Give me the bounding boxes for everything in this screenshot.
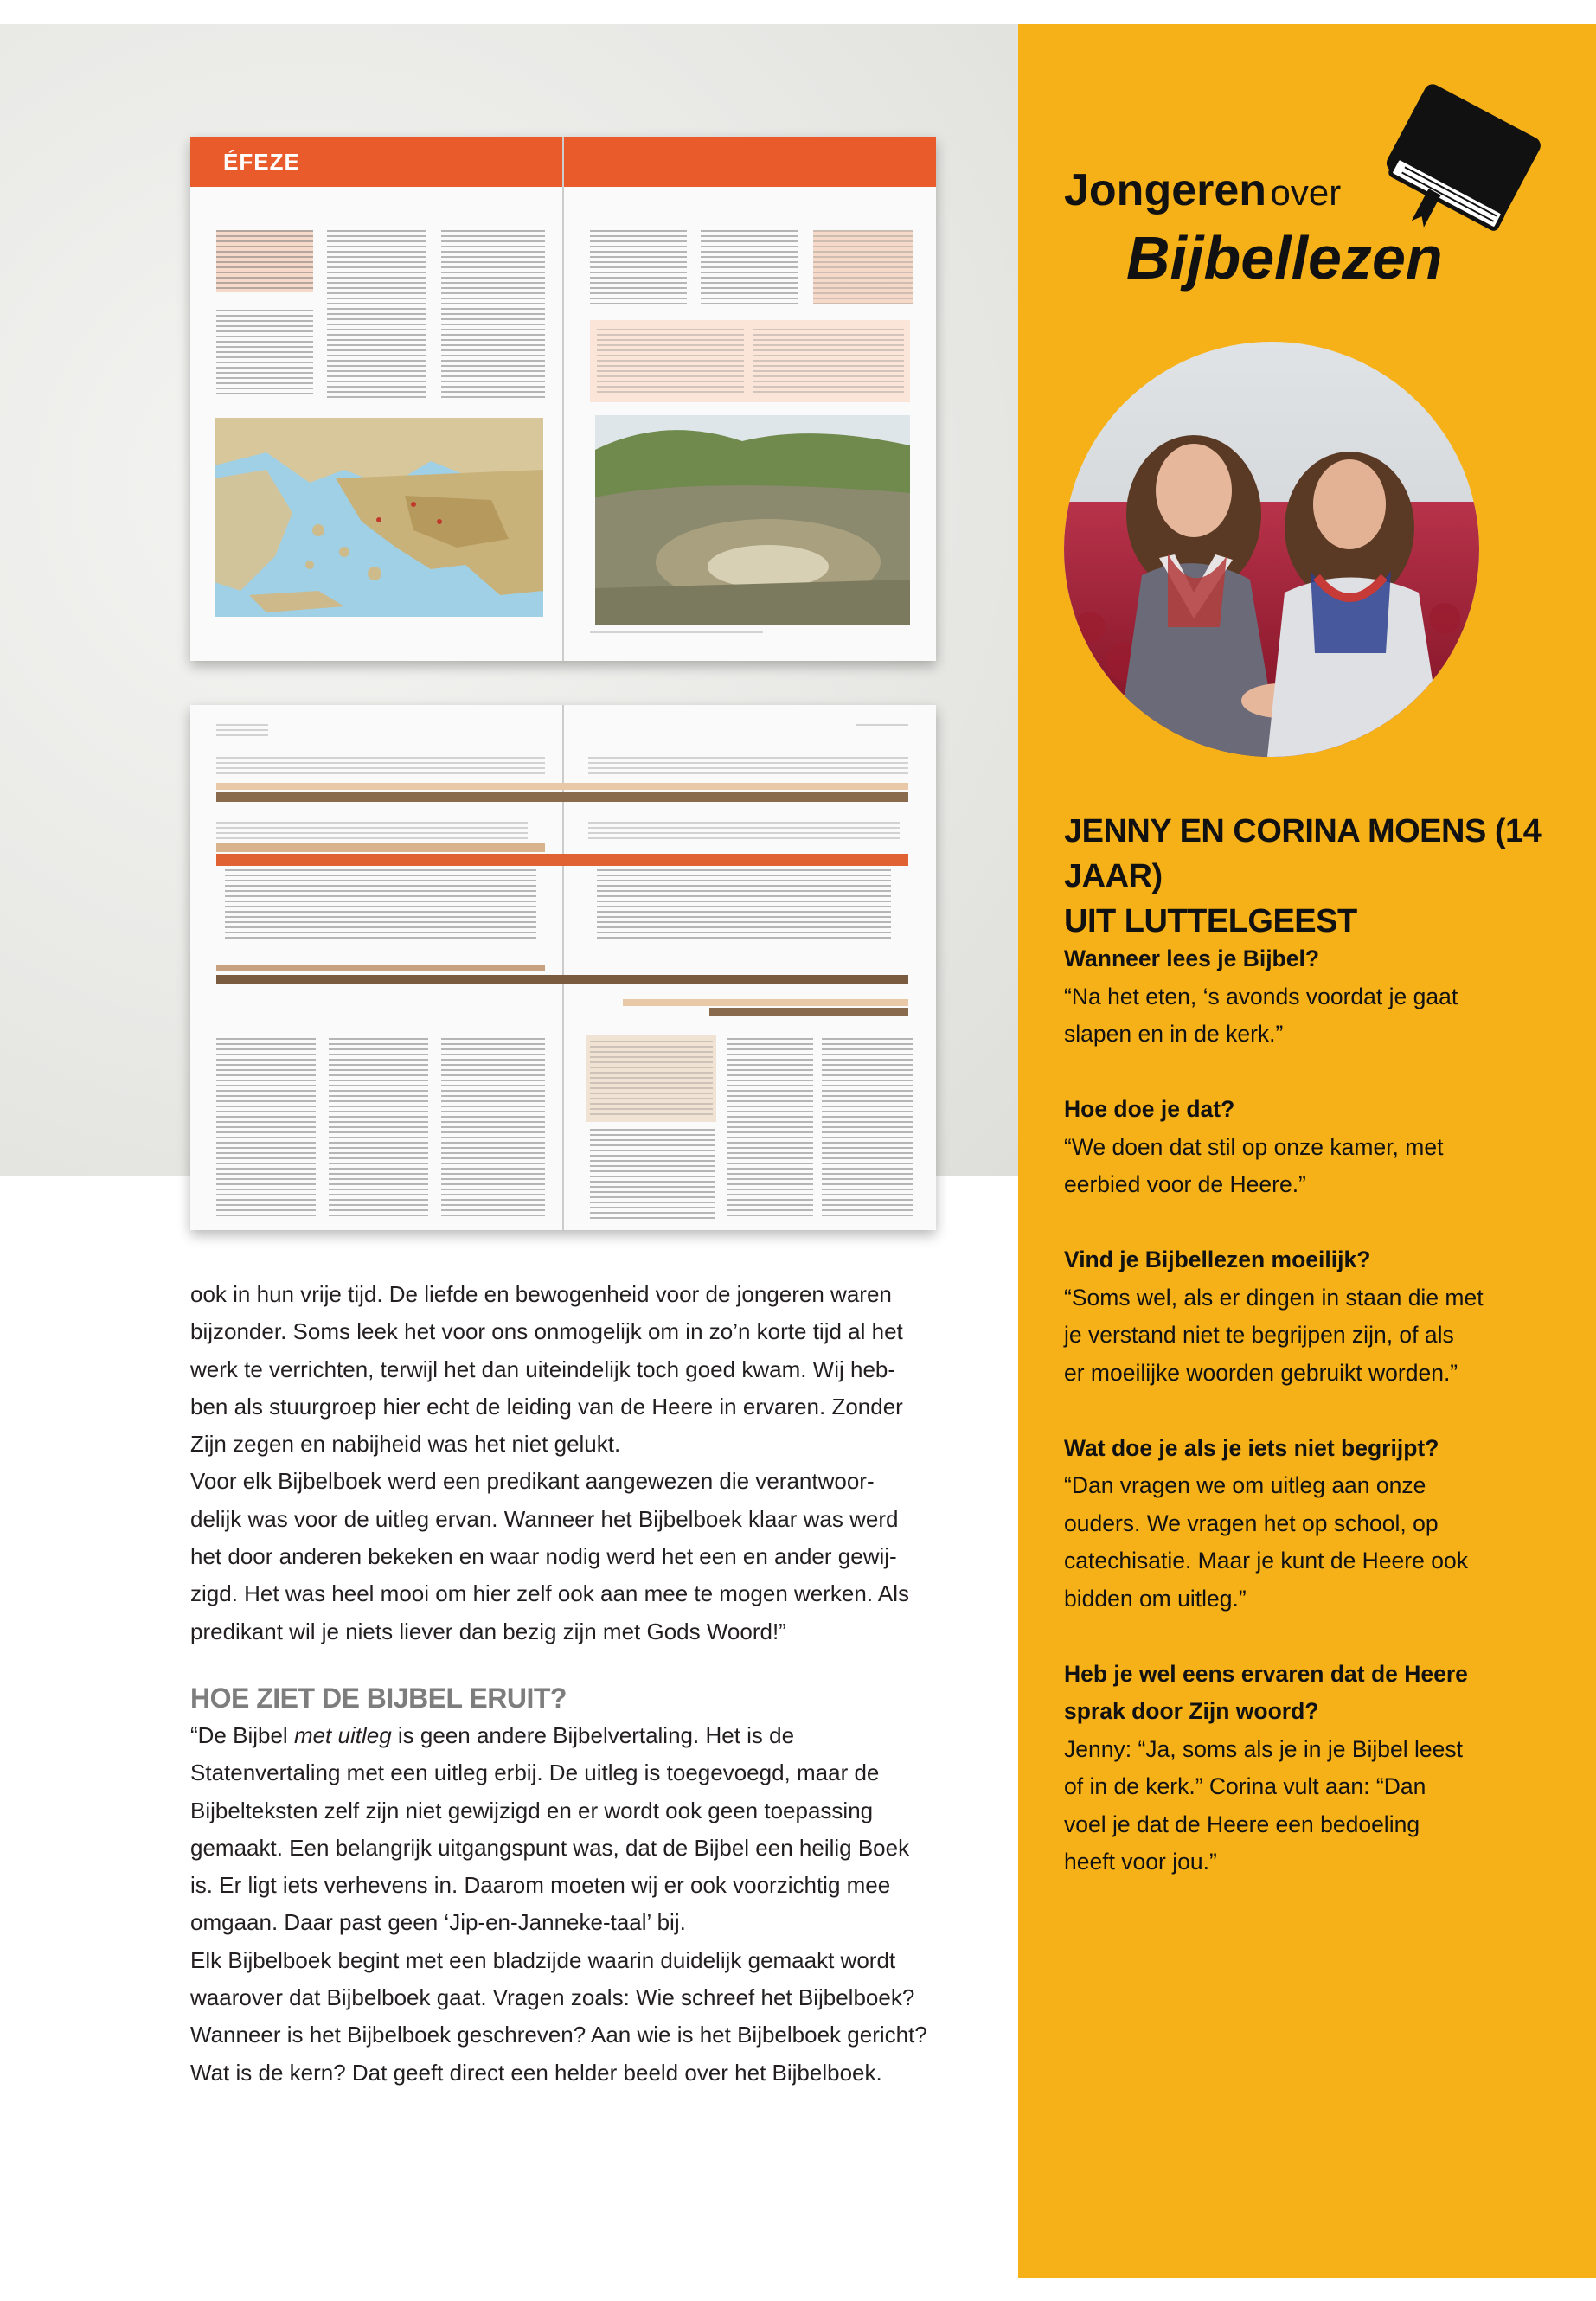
interviewee-place: UIT LUTTELGEEST xyxy=(1064,903,1357,939)
question: Wat doe je als je iets niet begrijpt? xyxy=(1064,1434,1439,1461)
qa-block xyxy=(1064,1091,1514,1204)
ruins-photo xyxy=(595,415,910,625)
answer-line: Jenny: “Ja, soms als je in je Bijbel leest xyxy=(1064,1735,1464,1762)
answer-line: slapen en in de kerk.” xyxy=(1064,1021,1284,1047)
text-line: het door anderen bekeken en waar nodig werd het een en ander gewij- xyxy=(190,1543,897,1570)
text-fragment: “De Bijbel xyxy=(190,1721,294,1748)
answer-line: er moeilijke woorden gebruikt worden.” xyxy=(1064,1359,1458,1386)
text-line xyxy=(190,1717,943,1754)
text-line: Wat is de kern? Dat geeft direct een helder beeld over het Bijbelboek. xyxy=(190,2059,882,2086)
text-line: is. Er ligt iets verhevens in. Daarom moeten wij er ook voorzichtig mee xyxy=(190,1872,891,1899)
text-line: gemaakt. Een belangrijk uitgangspunt was, dat de Bijbel een heilig Boek xyxy=(190,1834,910,1861)
qa-block xyxy=(1064,1241,1514,1392)
answer-line: “Na het eten, ‘s avonds voordat je gaat xyxy=(1064,983,1458,1009)
question: Vind je Bijbellezen moeilijk? xyxy=(1064,1247,1371,1272)
text-fragment: is geen andere Bijbelvertaling. Het is de xyxy=(391,1721,795,1748)
answer-line: eerbied voor de Heere.” xyxy=(1064,1171,1306,1197)
text-line: Elk Bijbelboek begint met een bladzijde waarin duidelijk gemaakt wordt xyxy=(190,1946,896,1973)
text-line: Statenvertaling met een uitleg erbij. De uitleg is toegevoegd, maar de xyxy=(190,1759,880,1786)
answer-line: “We doen dat stil op onze kamer, met xyxy=(1064,1133,1444,1160)
portrait-photo xyxy=(1064,342,1479,757)
answer-line: bidden om uitleg.” xyxy=(1064,1585,1247,1612)
map-image xyxy=(215,418,543,617)
text-line: predikant wil je niets liever dan bezig zijn met Gods Woord!” xyxy=(190,1618,786,1644)
text-line: bijzonder. Soms leek het voor ons onmogelijk om in zo’n korte tijd al het xyxy=(190,1318,903,1345)
interview-qa xyxy=(1064,940,1514,1881)
section-heading: HOE ZIET DE BIJBEL ERUIT? xyxy=(190,1682,567,1714)
answer-line: catechisatie. Maar je kunt de Heere ook xyxy=(1064,1548,1468,1574)
qa-block xyxy=(1064,940,1514,1054)
text-line: omgaan. Daar past geen ‘Jip-en-Janneke-taal’ bij. xyxy=(190,1909,686,1936)
question: sprak door Zijn woord? xyxy=(1064,1698,1319,1724)
text-line: ben als stuurgroep hier echt de leiding van de Heere in ervaren. Zonder xyxy=(190,1393,903,1420)
brand-over: over xyxy=(1270,172,1342,213)
text-line: werk te verrichten, terwijl het dan uiteindelijk toch goed kwam. Wij heb- xyxy=(190,1356,896,1382)
text-line: zigd. Het was heel mooi om hier zelf ook aan mee te mogen werken. Als xyxy=(190,1580,909,1607)
answer-line: of in de kerk.” Corina vult aan: “Dan xyxy=(1064,1773,1426,1799)
brand-jongeren: Jongeren xyxy=(1064,165,1267,215)
question: Heb je wel eens ervaren dat de Heere xyxy=(1064,1660,1468,1687)
article-body xyxy=(190,1276,943,2092)
interviewee-names: JENNY EN CORINA MOENS (14 JAAR) xyxy=(1064,813,1542,894)
text-line: Voor elk Bijbelboek werd een predikant aangewezen die verantwoor- xyxy=(190,1468,875,1495)
text-emphasis: met uitleg xyxy=(293,1721,392,1748)
answer-line: je verstand niet te begrijpen zijn, of als xyxy=(1064,1322,1454,1348)
text-line: waarover dat Bijbelboek gaat. Vragen zoals: Wie schreef het Bijbelboek? xyxy=(190,1984,915,2011)
text-line: Bijbelteksten zelf zijn niet gewijzigd en er wordt ook geen toepassing xyxy=(190,1797,874,1823)
qa-block xyxy=(1064,1430,1514,1618)
bible-spread-efeze xyxy=(190,137,936,661)
interviewee-title xyxy=(1064,809,1548,944)
answer-line: ouders. We vragen het op school, op xyxy=(1064,1509,1439,1536)
brand-line-1 xyxy=(1064,164,1341,216)
answer-line: “Dan vragen we om uitleg aan onze xyxy=(1064,1472,1426,1498)
question: Hoe doe je dat? xyxy=(1064,1096,1235,1122)
text-line: ook in hun vrije tijd. De liefde en bewogenheid voor de jongeren waren xyxy=(190,1281,892,1307)
answer-line: “Soms wel, als er dingen in staan die met xyxy=(1064,1284,1484,1311)
question: Wanneer lees je Bijbel? xyxy=(1064,945,1320,971)
text-line: Zijn zegen en nabijheid was het niet gelukt. xyxy=(190,1431,621,1458)
text-line: Wanneer is het Bijbelboek geschreven? Aan wie is het Bijbelboek gericht? xyxy=(190,2022,927,2048)
bible-spread-timeline xyxy=(190,705,936,1230)
qa-block xyxy=(1064,1656,1514,1881)
brand-bijbellezen: Bijbellezen xyxy=(1126,224,1443,292)
answer-line: voel je dat de Heere een bedoeling xyxy=(1064,1811,1420,1837)
chapter-title: ÉFEZE xyxy=(223,149,300,175)
answer-line: heeft voor jou.” xyxy=(1064,1849,1217,1875)
text-line: delijk was voor de uitleg ervan. Wanneer het Bijbelboek klaar was werd xyxy=(190,1505,899,1532)
book-icon xyxy=(1362,69,1553,251)
